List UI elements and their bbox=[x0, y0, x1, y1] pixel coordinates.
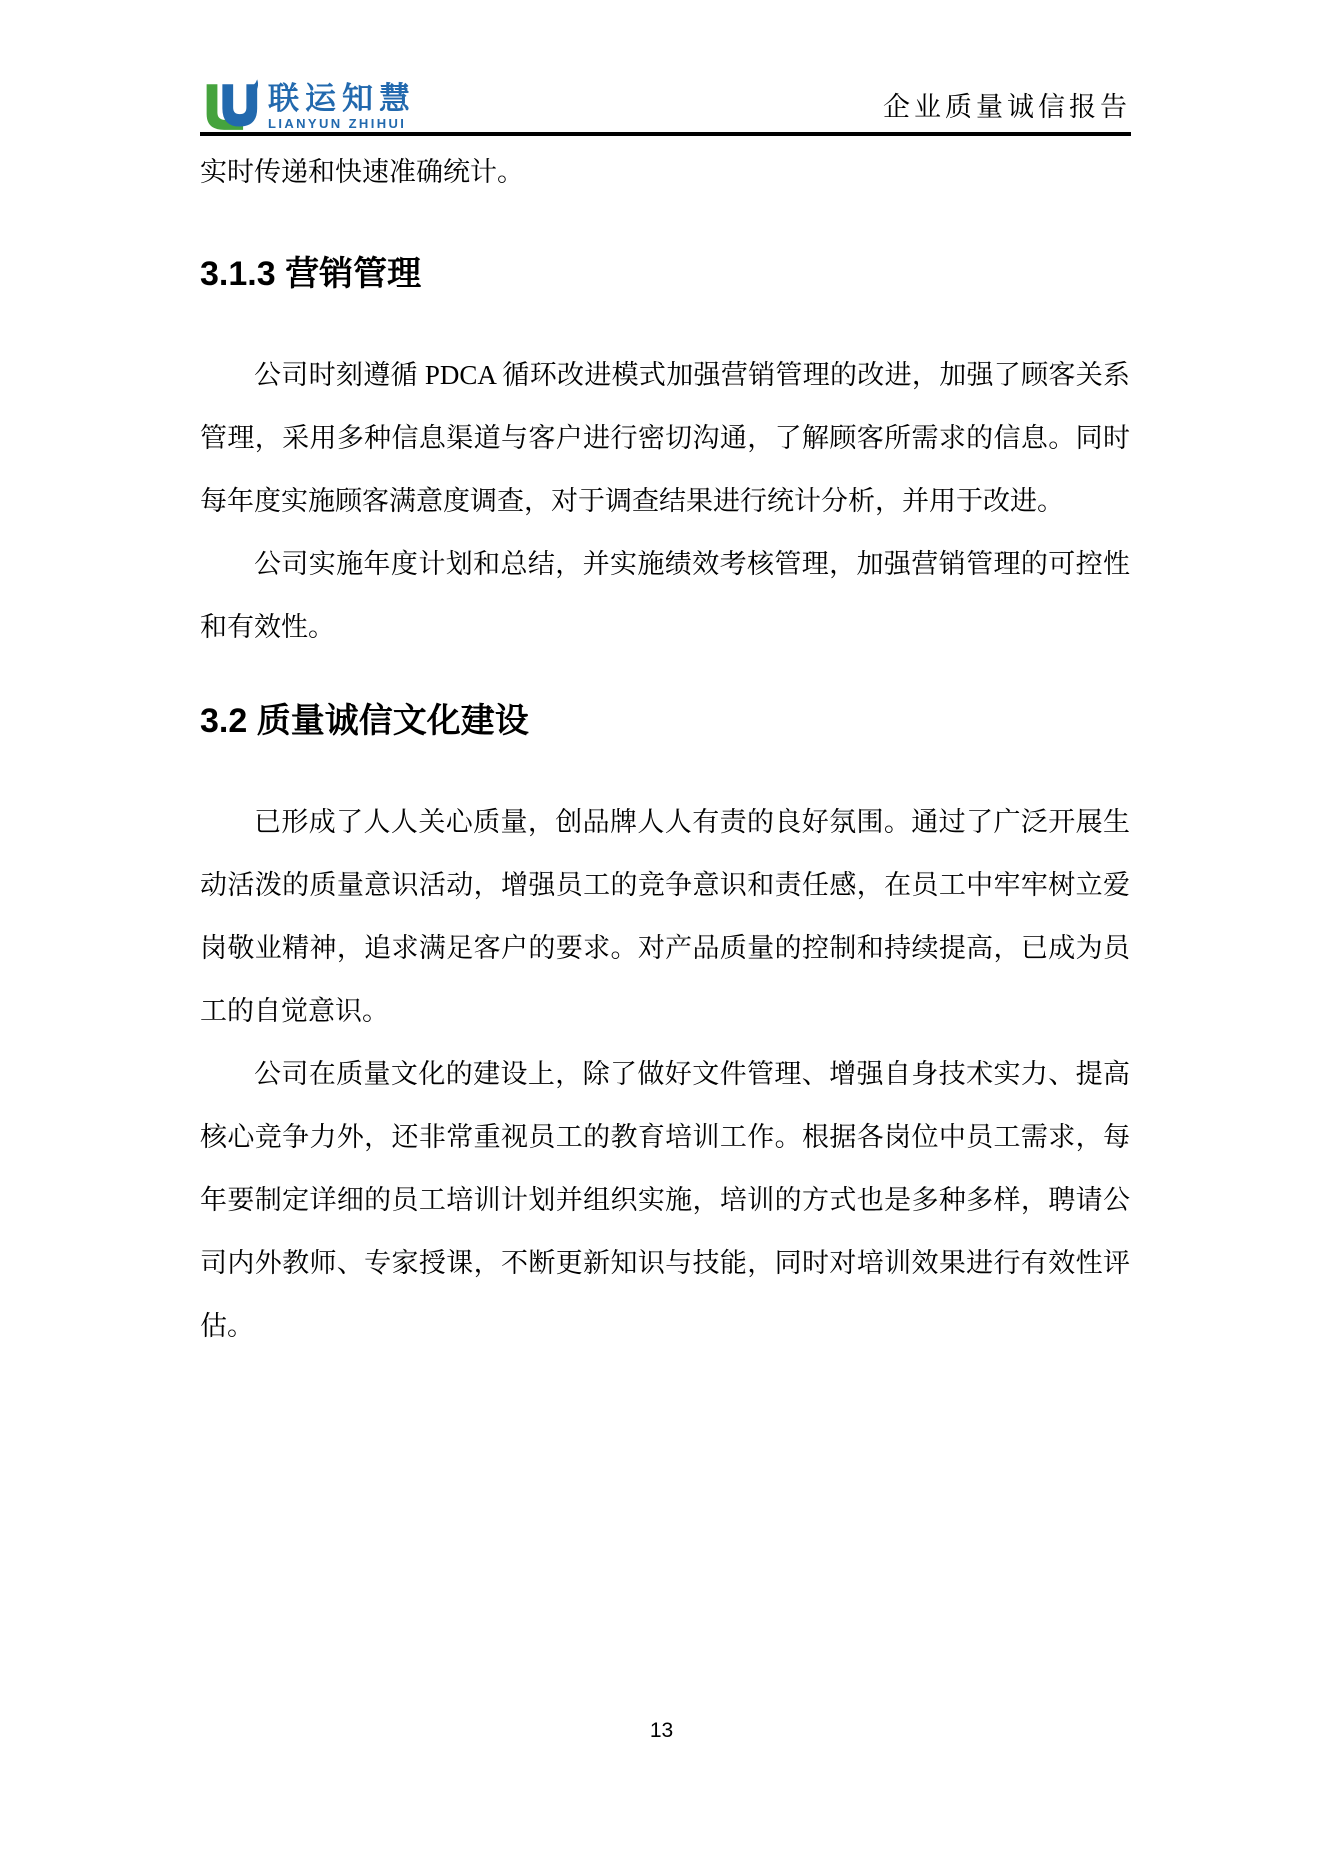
section-heading-3-1-3: 3.1.3 营销管理 bbox=[200, 255, 422, 293]
paragraph: 已形成了人人关心质量，创品牌人人有责的良好氛围。通过了广泛开展生动活泼的质量意识活动，增强员工的竞争意识和责任感，在员工中牢牢树立爱岗敬业精神，追求满足客户的要求。对产品质量的控制和持续提高，已成为员工的自觉意识。 bbox=[200, 807, 1130, 1026]
page-header bbox=[200, 76, 1131, 136]
company-logo bbox=[200, 76, 416, 130]
header-doc-title: 企业质量诚信报告 bbox=[883, 92, 1131, 122]
paragraph: 公司在质量文化的建设上，除了做好文件管理、增强自身技术实力、提高核心竞争力外，还非常重视员工的教育培训工作。根据各岗位中员工需求，每年要制定详细的员工培训计划并组织实施，培训的方式也是多种多样，聘请公司内外教师、专家授课，不断更新知识与技能，同时对培训效果进行有效性评估。 bbox=[200, 1059, 1130, 1341]
logo-wordmark bbox=[268, 83, 416, 130]
logo-cn-text: 联运知慧 bbox=[268, 81, 416, 116]
lu-monogram-icon bbox=[200, 76, 258, 134]
page-footer bbox=[0, 1719, 1323, 1743]
logo-en-text: LIANYUN ZHIHUI bbox=[268, 116, 407, 131]
section-heading-3-2: 3.2 质量诚信文化建设 bbox=[200, 702, 529, 740]
paragraph: 公司时刻遵循 PDCA 循环改进模式加强营销管理的改进，加强了顾客关系管理，采用多种信息渠道与客户进行密切沟通，了解顾客所需求的信息。同时每年度实施顾客满意度调查，对于调查结果进行统计分析，并用于改进。 bbox=[200, 360, 1130, 516]
paragraph: 公司实施年度计划和总结，并实施绩效考核管理，加强营销管理的可控性和有效性。 bbox=[200, 549, 1130, 642]
document-body bbox=[200, 141, 1130, 1358]
page-number: 13 bbox=[649, 1719, 674, 1742]
carryover-paragraph: 实时传递和快速准确统计。 bbox=[200, 157, 524, 187]
